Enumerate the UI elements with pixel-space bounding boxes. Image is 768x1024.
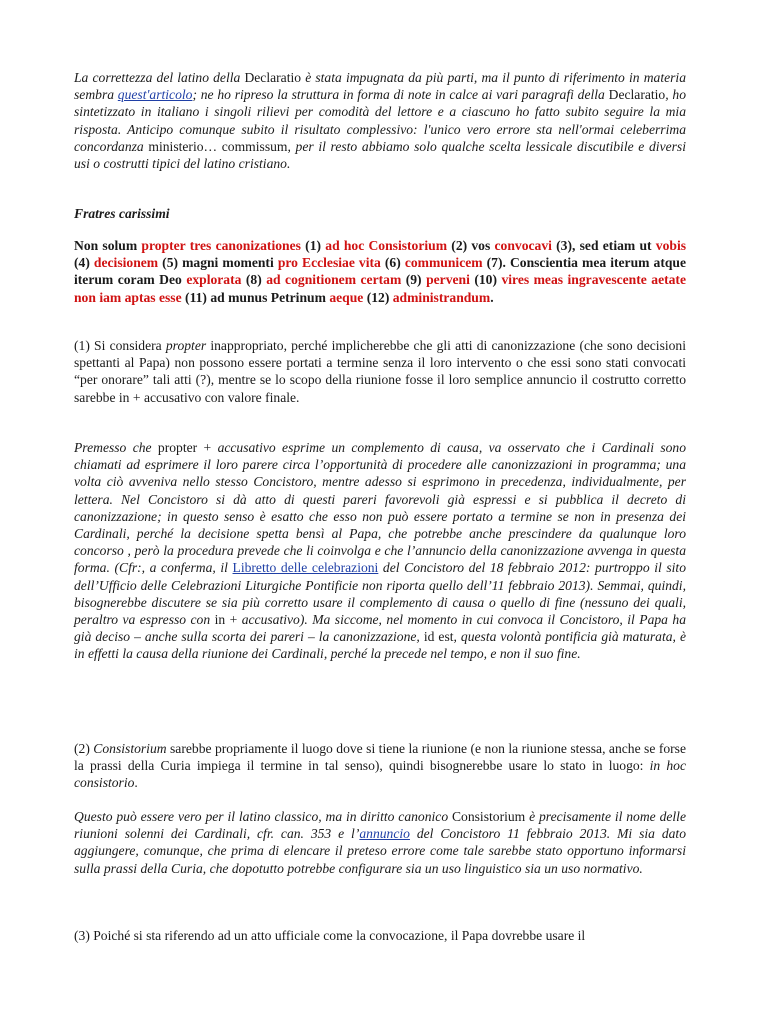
criticized-phrase: ad hoc Consistorium (325, 238, 448, 253)
criticized-phrase: explorata (186, 272, 242, 288)
intro-text-1: La correttezza del latino della (74, 70, 245, 85)
note-2-text-3: . (134, 775, 138, 791)
latin-text-segment: . (490, 289, 494, 305)
reply-1-text-3: del Concistoro del 18 febbraio 2012: purtroppo il sito dell’Ufficio delle Celebrazioni Liturgiche Pontificie non riporta quello dell’11 febbraio 2013). Semmai, quindi, bisognerebbe discutere se sia più corretto usare il complemento di causa o quello di fine (nessuno dei quali, peraltro va espresso con (74, 560, 687, 628)
reply-2 (74, 808, 686, 877)
intro-declaratio-1: Declaratio (244, 70, 302, 85)
latin-text-segment: (12) (363, 289, 393, 305)
intro-paragraph (74, 69, 686, 172)
latin-text-segment: (5) magni momenti (158, 255, 278, 271)
reply-1-text-1: Premesso che (74, 440, 158, 455)
reply-2-term: Consistorium (451, 809, 526, 824)
reply-2-text-2: è precisamente il nome delle riunioni solenni dei Cardinali, cfr. can. 353 e l’ (74, 809, 686, 842)
note-1 (74, 337, 686, 406)
intro-text-2: è stata impugnata da più parti, ma il punto di riferimento in materia sembra (74, 70, 686, 103)
criticized-phrase: perveni (426, 272, 470, 288)
latin-text-segment: (1) (300, 238, 326, 253)
reply-1-term-3: id est (423, 629, 454, 645)
criticized-phrase: convocavi (494, 238, 552, 253)
criticized-phrase: vobis (655, 238, 687, 253)
latin-declaratio-text (74, 237, 686, 306)
latin-text-segment: (2) vos (447, 238, 495, 253)
latin-text-segment: (8) (241, 272, 267, 288)
criticized-phrase: communicem (404, 255, 483, 271)
criticized-phrase: pro Ecclesiae vita (277, 255, 381, 271)
intro-text-3: ; ne ho ripreso la struttura in forma di note in calce ai vari paragrafi della (192, 87, 609, 103)
note-1-term: propter (165, 338, 207, 353)
reply-2-text-3: del Concistoro 11 febbraio 2013. Mi sia dato aggiungere, comunque, che prima di elencare il preteso errore come tale sarebbe stato opportuno informarsi sulla prassi della Curia, che dopotutto potrebbe configurare sia un uso linguistico sia un uso normativo. (74, 826, 686, 876)
criticized-phrase: propter tres canonizationes (141, 238, 301, 253)
note-1-text-2: inappropriato, perché implicherebbe che gli atti di canonizzazione (che sono decisioni spettanti al Papa) non possono essere portati a termine senza il loro intervento o che essi sono stati convocati “per onorare” tali atti (?), mentre se lo scopo della riunione fosse il loro semplice annuncio il costrutto corretto sarebbe in + accusativo con valore finale. (74, 338, 687, 405)
criticized-phrase: decisionem (93, 255, 159, 271)
note-2-text-2: sarebbe propriamente il luogo dove si tiene la riunione (e non la riunione stessa, anche se forse la prassi della Curia impiega il termine in tal senso), quindi bisognerebbe usare lo stato in luogo: (74, 741, 686, 774)
note-3 (74, 927, 686, 944)
latin-text-segment: (9) (401, 272, 427, 288)
latin-text-segment: (6) (380, 255, 405, 271)
intro-text-4: , ho sintetizzato in italiano i singoli rilievi per comodità del lettore e a ciascuno ho fatto subito seguire la mia risposta. Anticipo comunque subito il risultato complessivo: l'unico vero errore sta nell'ormai celeberrima concordanza (74, 87, 686, 154)
note-2-term-2: in hoc consistorio (74, 758, 686, 791)
reply-2-text-1: Questo può essere vero per il latino classico, ma in diritto canonico (74, 809, 452, 824)
latin-text-segment: (11) ad munus Petrinum (181, 289, 330, 305)
note-3-text: (3) Poiché si sta riferendo ad un atto ufficiale come la convocazione, il Papa dovrebbe usare il (74, 928, 586, 943)
criticized-phrase: vires meas ingravescente aetate non iam aptas esse (74, 272, 686, 305)
latin-text-segment: Non solum (74, 238, 142, 253)
section-heading: Fratres carissimi (74, 206, 170, 221)
article-link[interactable]: quest'articolo (117, 87, 193, 103)
note-2-text-1: (2) (74, 741, 94, 756)
reply-1-text-4: accusativo). Ma siccome, nel momento in cui convoca il Concistoro, il Papa ha già deciso – anche sulla scorta dei pareri – la canonizzazione, (74, 612, 686, 645)
note-2 (74, 740, 686, 792)
criticized-phrase: aeque (329, 289, 364, 305)
note-1-text-1: (1) Si considera (74, 338, 166, 353)
intro-quote: ministerio… commissum (148, 138, 288, 154)
latin-text-segment: (4) (74, 255, 94, 271)
latin-text-segment: (10) (469, 272, 502, 288)
reply-1-text-2: accusativo esprime un complemento di causa, va osservato che i Cardinali sono chiamati ad esprimere il loro parere circa l’opportunità di procedere alle canonizzazioni in programma; una volta ciò avveniva nello stesso Concistoro, mentre adesso si esprimono in precedenza, individualmente, per lettera. Nel Concistoro si dà atto di questi pareri favorevoli già espressi e si pubblica il decreto di canonizzazione; in questo senso è esatto che esso non può essere portato a termine se non in presenza dei Cardinali, perché la decisione spetta bensì al Papa, che potrebbe anche prescindere da qualunque loro concorso , però la procedura prevede che li coinvolga e che l’annuncio della canonizzazione avvenga in questa forma. (Cfr:, a conferma, il (74, 440, 687, 576)
reply-1-term-2: in + (214, 612, 242, 628)
libretto-link[interactable]: Libretto delle celebrazioni (232, 560, 379, 576)
annuncio-link[interactable]: annuncio (359, 826, 410, 842)
latin-text-segment: (7). Conscientia mea iterum atque iterum coram Deo (74, 255, 687, 288)
reply-1-text-5: , questa volontà pontificia già maturata, è in effetti la causa della riunione dei Cardinali, perché la precede nel tempo, e non il suo fine. (74, 629, 686, 662)
intro-text-5: , per il resto abbiamo solo qualche scelta lessicale discutibile e diversi usi o costrutti tipici del latino cristiano. (74, 138, 686, 172)
criticized-phrase: administrandum (392, 289, 491, 305)
note-2-term-1: Consistorium (93, 741, 167, 756)
latin-text-segment: (3), sed etiam ut (551, 238, 656, 253)
criticized-phrase: ad cognitionem certam (266, 272, 402, 288)
reply-1 (74, 439, 686, 663)
intro-declaratio-2: Declaratio (608, 87, 666, 103)
reply-1-term-1: propter + (157, 440, 218, 455)
